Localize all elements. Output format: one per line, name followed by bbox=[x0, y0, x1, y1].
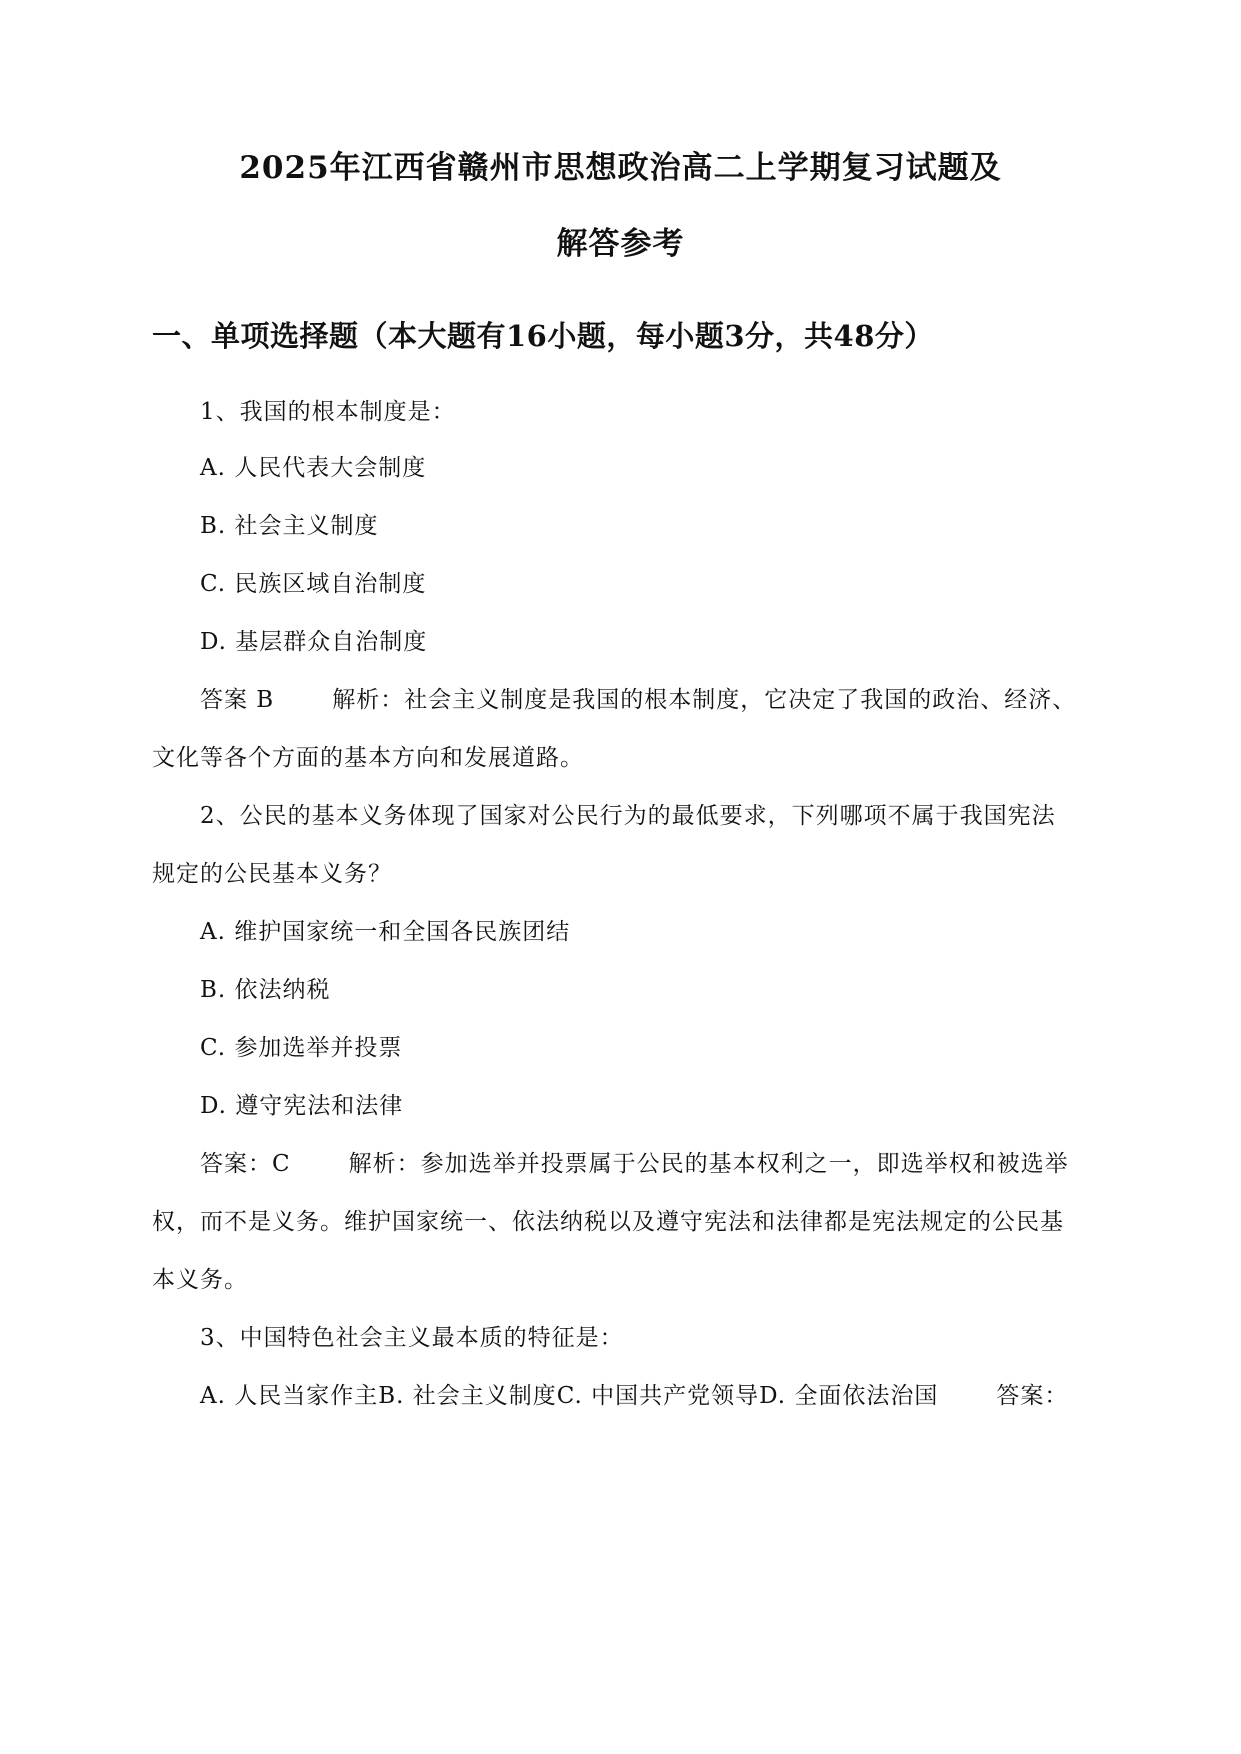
question-1-option-d: D. 基层群众自治制度 bbox=[200, 629, 428, 655]
question-3-stem: 3、中国特色社会主义最本质的特征是： bbox=[200, 1325, 624, 1351]
question-2-analysis-line-1: 解析：参加选举并投票属于公民的基本权利之一，即选举权和被选举 bbox=[348, 1151, 1069, 1177]
question-2-option-b: B. 依法纳税 bbox=[200, 977, 331, 1003]
question-1-option-c: C. 民族区域自治制度 bbox=[200, 571, 427, 597]
question-2-option-d: D. 遵守宪法和法律 bbox=[200, 1093, 404, 1119]
question-1-answer: 答案 B bbox=[200, 687, 275, 713]
question-1-analysis-line-2: 文化等各个方面的基本方向和发展道路。 bbox=[152, 745, 584, 771]
question-3-answer: 答案： bbox=[996, 1383, 1069, 1409]
question-2-stem-line-2: 规定的公民基本义务？ bbox=[152, 861, 392, 887]
question-2-answer-line bbox=[200, 1145, 1069, 1178]
document-title-line-1: 2025年江西省赣州市思想政治高二上学期复习试题及 bbox=[239, 150, 1002, 186]
document-title-line-2: 解答参考 bbox=[556, 226, 685, 262]
question-1-option-a: A. 人民代表大会制度 bbox=[200, 455, 427, 481]
question-2-analysis-line-2: 权，而不是义务。维护国家统一、依法纳税以及遵守宪法和法律都是宪法规定的公民基 bbox=[152, 1209, 1064, 1235]
question-2-option-c: C. 参加选举并投票 bbox=[200, 1035, 403, 1061]
question-2-option-a: A. 维护国家统一和全国各民族团结 bbox=[200, 919, 571, 945]
section-heading: 一、单项选择题（本大题有16小题，每小题3分，共48分） bbox=[152, 319, 934, 353]
question-3-options-line bbox=[200, 1377, 1068, 1410]
question-1-answer-line bbox=[200, 681, 1076, 714]
question-2-answer: 答案：C bbox=[200, 1151, 291, 1177]
question-1-analysis-line-1: 解析：社会主义制度是我国的根本制度，它决定了我国的政治、经济、 bbox=[332, 687, 1077, 713]
question-1-option-b: B. 社会主义制度 bbox=[200, 513, 379, 539]
question-1-stem: 1、我国的根本制度是： bbox=[200, 399, 456, 425]
question-2-stem-line-1: 2、公民的基本义务体现了国家对公民行为的最低要求，下列哪项不属于我国宪法 bbox=[200, 803, 1056, 829]
question-2-analysis-line-3: 本义务。 bbox=[152, 1267, 248, 1293]
question-3-options: A. 人民当家作主B. 社会主义制度C. 中国共产党领导D. 全面依法治国 bbox=[200, 1383, 939, 1409]
